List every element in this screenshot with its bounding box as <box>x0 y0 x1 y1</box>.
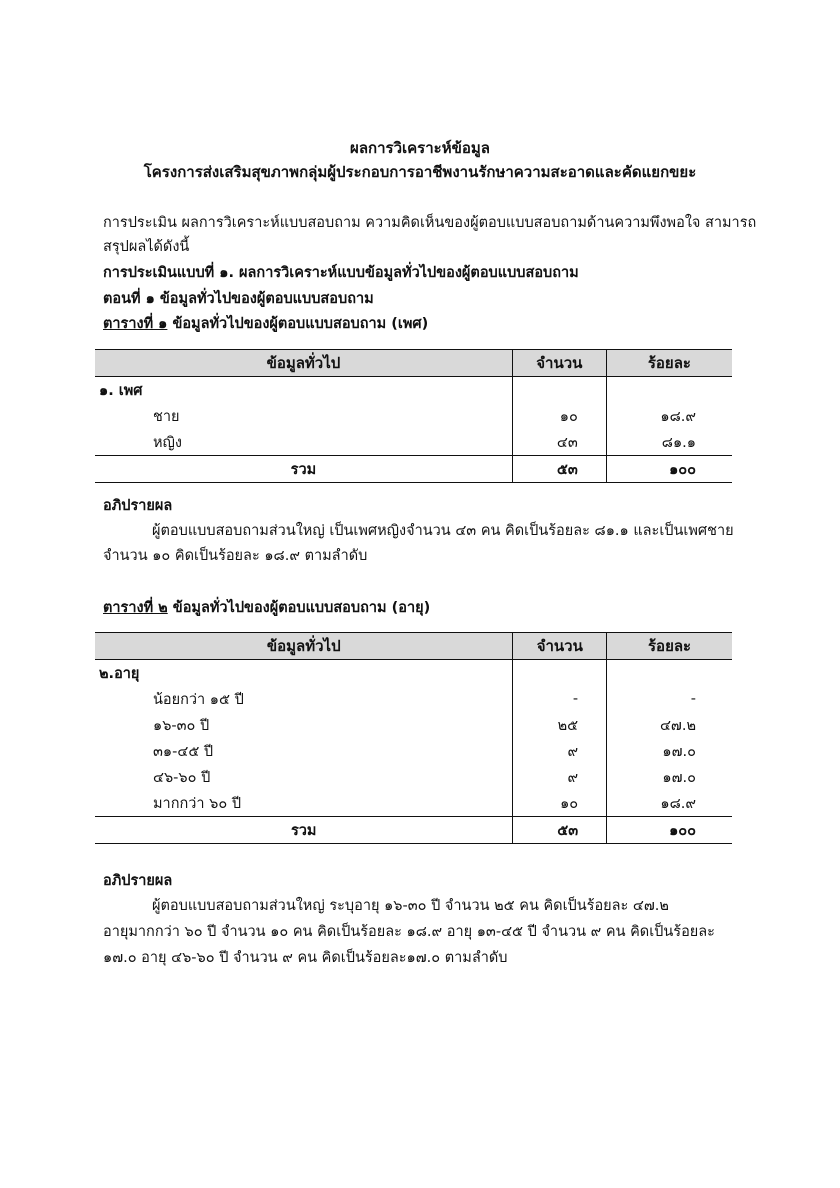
row-label: ๓๑-๔๕ ปี <box>153 743 214 760</box>
total-label: รวม <box>95 456 512 483</box>
table2-caption-text: ข้อมูลทั่วไปของผู้ตอบแบบสอบถาม (อายุ) <box>167 600 431 616</box>
row-label: ชาย <box>153 408 180 425</box>
table2-header-count: จำนวน <box>513 633 607 660</box>
row-percent: ๘๑.๑ <box>606 429 732 456</box>
row-count: ๑๐ <box>513 790 607 817</box>
section-heading-1: การประเมินแบบที่ ๑. ผลการวิเคราะห์แบบข้อมูลทั่วไปของผู้ตอบแบบสอบถาม <box>103 265 579 281</box>
table-row <box>95 686 732 712</box>
row-percent: - <box>607 686 732 712</box>
table-age <box>95 632 732 844</box>
intro-line-2: สรุปผลได้ดังนี้ <box>103 239 190 255</box>
table-row <box>95 377 732 404</box>
row-label: ๑๖-๓๐ ปี <box>153 717 210 734</box>
discussion1-line-1: ผู้ตอบแบบสอบถามส่วนใหญ่ เป็นเพศหญิงจำนวน ๔๓ คน คิดเป็นร้อยละ ๘๑.๑ และเป็นเพศชาย <box>152 523 734 539</box>
discussion1-line-2: จำนวน ๑๐ คิดเป็นร้อยละ ๑๘.๙ ตามลำดับ <box>103 548 368 564</box>
row-label: ๔๖-๖๐ ปี <box>153 769 211 786</box>
table1-caption <box>103 312 428 335</box>
table1-group-label: ๑. เพศ <box>99 382 143 399</box>
table2-header-info: ข้อมูลทั่วไป <box>95 633 513 660</box>
row-percent: ๑๘.๙ <box>607 790 732 817</box>
table2-header-percent: ร้อยละ <box>607 633 732 660</box>
row-count: ๙ <box>513 764 607 790</box>
row-count: ๙ <box>513 738 607 764</box>
table-row <box>95 429 732 456</box>
table-row <box>95 403 732 429</box>
table1-caption-text: ข้อมูลทั่วไปของผู้ตอบแบบสอบถาม (เพศ) <box>167 316 429 332</box>
row-label: น้อยกว่า ๑๕ ปี <box>153 691 244 708</box>
total-count: ๕๓ <box>513 817 607 844</box>
table2-caption-label: ตารางที่ ๒ <box>103 600 168 616</box>
table1-caption-label: ตารางที่ ๑ <box>103 316 168 332</box>
row-label: หญิง <box>153 434 182 451</box>
row-count: ๑๐ <box>512 403 606 429</box>
row-count: ๒๕ <box>513 712 607 738</box>
row-percent: ๑๗.๐ <box>607 738 732 764</box>
total-count: ๕๓ <box>512 456 606 483</box>
discussion2-heading: อภิปรายผล <box>103 873 173 889</box>
total-label: รวม <box>95 817 513 844</box>
discussion2-line-2: อายุมากกว่า ๖๐ ปี จำนวน ๑๐ คน คิดเป็นร้อยละ ๑๘.๙ อายุ ๑๓-๔๕ ปี จำนวน ๙ คน คิดเป็นร้อยละ <box>103 924 715 940</box>
section-heading-2: ตอนที่ ๑ ข้อมูลทั่วไปของผู้ตอบแบบสอบถาม <box>103 291 374 307</box>
discussion1-heading: อภิปรายผล <box>103 498 173 514</box>
row-percent: ๑๘.๙ <box>606 403 732 429</box>
table-row <box>95 790 732 817</box>
table-row <box>95 738 732 764</box>
row-count: ๔๓ <box>512 429 606 456</box>
document-title: ผลการวิเคราะห์ข้อมูล <box>350 139 490 157</box>
row-count: - <box>513 686 607 712</box>
table-row <box>95 764 732 790</box>
table-gender <box>95 349 732 483</box>
table-row <box>95 712 732 738</box>
row-percent: ๔๗.๒ <box>607 712 732 738</box>
row-percent: ๑๗.๐ <box>607 764 732 790</box>
discussion2-line-3: ๑๗.๐ อายุ ๔๖-๖๐ ปี จำนวน ๙ คน คิดเป็นร้อยละ๑๗.๐ ตามลำดับ <box>103 950 508 966</box>
table-row <box>95 660 732 687</box>
total-percent: ๑๐๐ <box>606 456 732 483</box>
table1-header-info: ข้อมูลทั่วไป <box>95 350 512 377</box>
table2-caption <box>103 596 430 619</box>
table1-header-percent: ร้อยละ <box>606 350 732 377</box>
table-total-row <box>95 817 732 844</box>
intro-line-1: การประเมิน ผลการวิเคราะห์แบบสอบถาม ความคิดเห็นของผู้ตอบแบบสอบถามด้านความพึงพอใจ สามารถ <box>103 215 757 231</box>
total-percent: ๑๐๐ <box>607 817 732 844</box>
document-subtitle: โครงการส่งเสริมสุขภาพกลุ่มผู้ประกอบการอาชีพงานรักษาความสะอาดและคัดแยกขยะ <box>143 163 697 181</box>
row-label: มากกว่า ๖๐ ปี <box>153 795 242 812</box>
table1-header-count: จำนวน <box>512 350 606 377</box>
table-total-row <box>95 456 732 483</box>
discussion2-line-1: ผู้ตอบแบบสอบถามส่วนใหญ่ ระบุอายุ ๑๖-๓๐ ปี จำนวน ๒๕ คน คิดเป็นร้อยละ ๔๗.๒ <box>152 898 669 914</box>
table2-group-label: ๒.อายุ <box>99 665 140 682</box>
